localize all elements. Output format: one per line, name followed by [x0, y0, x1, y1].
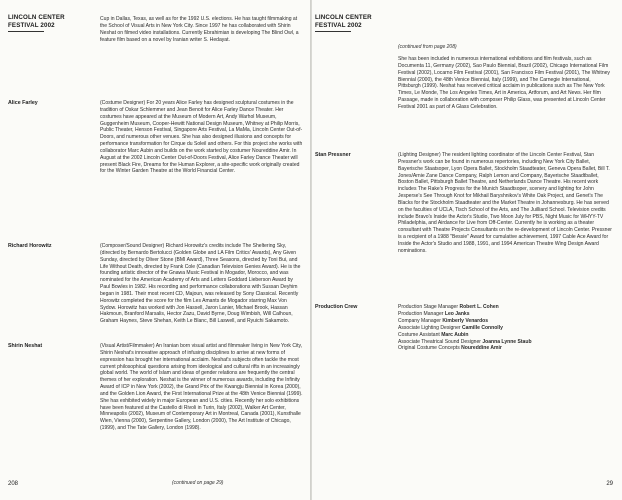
- right-header-rule: [315, 31, 351, 32]
- production-crew-title: Production Crew: [315, 304, 358, 310]
- entry-bio-shirin-neshat: (Visual Artist/Filmmaker) An Iranian born visual artist and filmmaker living in New York City, Shirin Neshat's innovative approach of infusing disciplines to arrive at new forms of expression has brought her international acclaim. Neshat's subjects often tackle the most current philosophical questions arising from ideological and cultural rifts in an increasingly global world. The world of Islam and ideas of gender relations are frequently the central themes of her exploration. Neshat is the winner of numerous awards, including the Infinity Award of ICP in New York (2002), the Grand Prix of the Kwangju Biennial in Korea (2000), and the Golden Lion Award, the First International Prize at the 48th Venice Biennial (1999). She has exhibited widely in major European and U.S. cities. Recently her solo exhibitions have been featured at the Castello di Rivoli in Turin, Italy (2002), Walker Art Center, Minneapolis (2002), Museum of Contemporary Art in Montreal, Canada (2001), Kunsthalle Wien, Vienna (2000), Serpentine Gallery, London (2000), The Art Institute of Chicago, (1999), and The Tate Gallery, London (1998).: [100, 343, 303, 432]
- entry-name-richard-horowitz: Richard Horowitz: [8, 243, 52, 249]
- left-header-line2: FESTIVAL 2002: [8, 21, 55, 29]
- continued-from-note: (continued from page 208): [398, 44, 457, 50]
- right-header-line1: LINCOLN CENTER: [315, 14, 372, 21]
- crew-member: Production Stage Manager Robert L. Cohen: [398, 304, 499, 310]
- production-crew-list: [398, 304, 614, 352]
- intro-paragraph: Cup in Dallas, Texas, as well as for the 1992 U.S. elections. He has taught filmmaking at the School of Visual Arts in New York City. Since 1997 he has collaborated with Shirin Neshat on filmed video installations. Currently Ebrahimian is developing The Blind Owl, a feature film based on a novel by Iranian writer S. Hedayat.: [100, 16, 299, 43]
- entry-bio-richard-horowitz: (Composer/Sound Designer) Richard Horowitz's credits include The Sheltering Sky, (directed by Bernardo Bertolucci (Golden Globe and LA Film Critics' Awards), Any Given Sunday, directed by Oliver Stone (BMI Award), Three Seasons, directed by Toni Bui, and Life Without Death, directed by Frank Cole (Canadian Television Genies Award). He is the founding artistic director of the Gnawa Music Festival in Mogador, Morocco, and was nominated for the American Academy of Arts and Letters Goddard Lieberson Award by Paul Bowles in 1982. His recording and performance collaborations with Sussan Deyhim began in 1981. Their most recent CD, Majoun, was released by Sony Classical. Recently Horowitz completed the score for the film Les Amants de Mogador starring Max Von Sydow. Horowitz has worked with Jon Hassell, Jaron Lanier, Michael Brook, Hassan Hakmoun, Branford Marsalis, Hector Zazu, David Byrne, Doug Wimbish, Will Calhoun, Graham Haynes, Steve Shehan, Keith Le Blanc, Bill Laswell, and Ryuichi Sakamoto.: [100, 243, 301, 325]
- left-running-header: [8, 14, 65, 29]
- entry-bio-alice-farley: (Costume Designer) For 20 years Alice Farley has designed sculptural costumes in the tradition of Oskar Schlemmer and Jean Benoit for Alice Farley Dance Theater. Her costumes have appeared at the Museum of Modern Art, Andy Warhol Museum, Guggenheim Museum, Cooper-Hewitt National Design Museum, Whitney at Philip Morris, Public Theater, Henson Festival, Singapore Arts Festival, La MaMa, Lincoln Center Out-of-Doors, and numerous other venues. She has also designed illusions and concepts for performance transformation for Cirque du Soleil and others. For this project she works with collaborator Marc Aubin and builds on the work started by costumer Noureddine Amir. In August at the 2002 Lincoln Center Out-of-Doors Festival, Alice Farley Dance Theater will present Black Fire, Dreams for the Human Explorer, a site-specific work originally created for the Winter Garden Theatre at the World Financial Center.: [100, 100, 303, 175]
- crew-member: Associate Lighting Designer Camille Connolly: [398, 324, 503, 331]
- neshat-continuation: She has been included in numerous international exhibitions and film festivals, such as Documenta 11, Germany (2002), Sao Paulo Biennial, Brazil (2002), Chicago International Film Festival (2002), Locarno Film Festival (2001), San Francisco Film Festival (2001), The Whitney Biennial (2000), the 48th Venice Biennial, Italy (1999), and The Carnegie International, Pittsburgh (1999). Neshat has received critical acclaim in publications such as The New York Times, Le Monde, The Los Angeles Times, Art in America, Artforum, and Art News. Her film Passage, made in collaboration with composer Philip Glass, was presented at Lincoln Center Festival 2001 as part of A Glass Celebration.: [398, 56, 610, 110]
- left-header-line1: LINCOLN CENTER: [8, 14, 65, 21]
- right-running-header: [315, 14, 372, 29]
- continued-on-note: (continued on page 29): [172, 480, 224, 486]
- crew-member: Company Manager Kimberly Venardos: [398, 317, 489, 324]
- crew-member: Costume Assistant Marc Aubin: [398, 331, 469, 338]
- entry-name-stan-pressner: Stan Pressner: [315, 152, 351, 158]
- right-page-number: 29: [606, 481, 613, 487]
- entry-bio-stan-pressner: (Lighting Designer) The resident lighting coordinator of the Lincoln Center Festival, Stan Pressner's work can be found in numerous repertories, including New York City Ballet, Bayerische Staatsoper, Lyon Opera Ballet, Stockholm Staadteater, Geneva Opera Ballet, Bill T. Jones/Arnie Zane Dance Company, Ralph Lemon and Company, Bayerische Staadtballet, Boston Ballet, Pittsburgh Ballet Theatre, and Netherlands Dance Theatre. His recent work includes The Rake's Progress for the Munich Staadtsoper, scenery and lighting for John Jesperse's See Through Knot for Mikhail Baryshnikov's White Oak Project, and Genet's The Blacks for the Stockholm Staadteater and the Market Theatre in Johannesburg. He has served on the faculties of UCLA, Tisch School of the Arts, and The Juilliard School. Television credits include Bravo's Inside the Actor's Studio, Two Moon July for PBS, Night Music for WHYY-TV Philadelphia, and Airdance for Live from Off-Center. Currently he is working as a theater consultant with Theatre Projects Consultants on the re-development of Lincoln Center. Pressner is a recipient of a 1988 "Bessie" Award for cumulative achievement, 1997 Cable Ace Award for Inside the Actor's Studio and 1988, 1991, and 1994 American Theatre Wing Design Award nominations.: [398, 152, 612, 254]
- right-page: [311, 0, 622, 500]
- crew-member: Production Manager Leo Janks: [398, 310, 470, 317]
- entry-name-alice-farley: Alice Farley: [8, 100, 38, 106]
- crew-member: Associate Theatrical Sound Designer Joanna Lynne Staub: [398, 338, 532, 345]
- left-page-number: 208: [8, 481, 19, 487]
- crew-member: Original Costume Concepts Noureddine Amir: [398, 345, 502, 352]
- left-header-rule: [8, 31, 44, 32]
- right-header-line2: FESTIVAL 2002: [315, 21, 362, 29]
- entry-name-shirin-neshat: Shirin Neshat: [8, 343, 43, 349]
